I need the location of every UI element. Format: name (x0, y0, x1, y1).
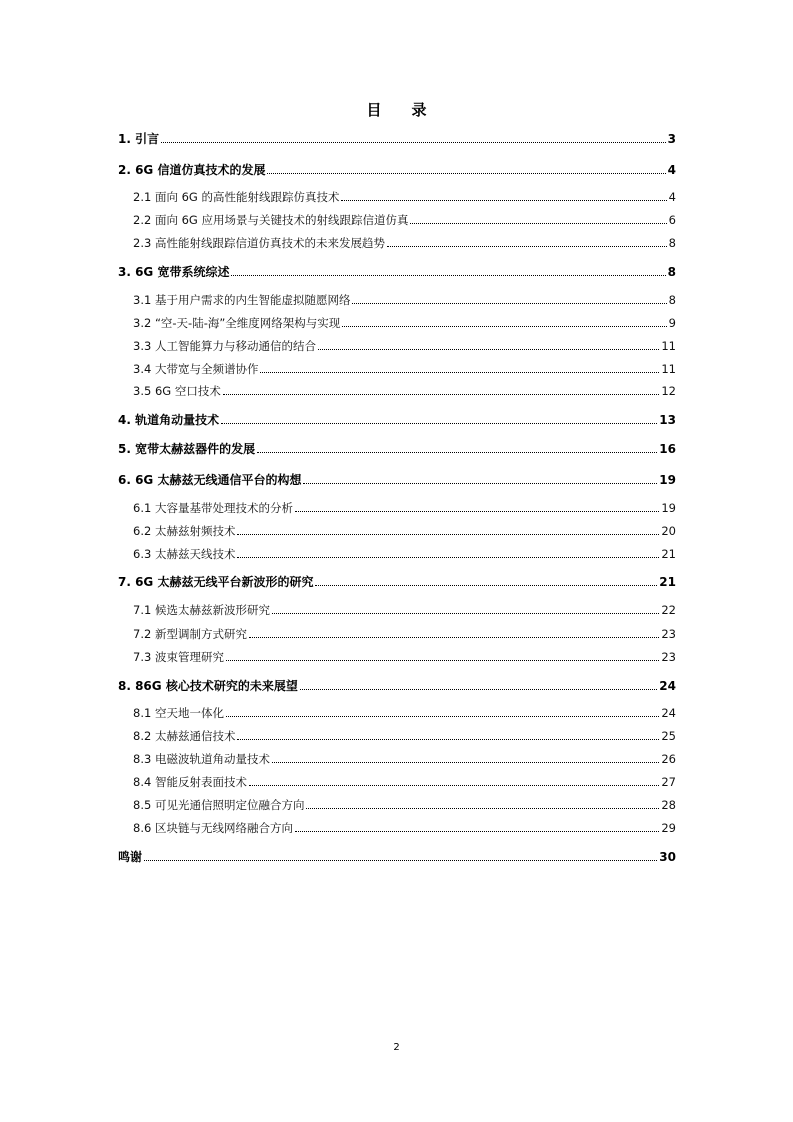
toc-entry-page: 16 (659, 442, 676, 456)
toc-title-char-1: 目 (366, 101, 382, 119)
toc-entry-page: 8 (668, 236, 676, 250)
toc-entry[interactable] (118, 678, 676, 694)
toc-leader-dots (300, 688, 657, 690)
toc-entry-page: 19 (659, 473, 676, 487)
toc-leader-dots (144, 859, 657, 861)
toc-title (0, 99, 793, 120)
toc-entry[interactable] (118, 162, 676, 178)
toc-entry-page: 29 (661, 821, 676, 835)
toc-entry-label: 8.4 智能反射表面技术 (133, 775, 247, 789)
toc-entry[interactable] (133, 523, 676, 539)
toc-entry[interactable] (133, 383, 676, 399)
toc-entry-label: 5. 宽带太赫兹器件的发展 (118, 442, 256, 456)
toc-entry-label: 3.3 人工智能算力与移动通信的结合 (133, 339, 316, 353)
toc-entry-page: 24 (659, 679, 676, 693)
toc-entry-label: 8.1 空天地一体化 (133, 706, 224, 720)
toc-entry[interactable] (133, 189, 676, 205)
toc-entry-label: 鸣谢 (118, 850, 143, 864)
toc-leader-dots (387, 245, 667, 247)
toc-leader-dots (303, 482, 657, 484)
toc-entry-label: 3.2 “空-天-陆-海”全维度网络架构与实现 (133, 316, 341, 330)
toc-entry-page: 26 (661, 752, 676, 766)
toc-entry-label: 8. 86G 核心技术研究的未来展望 (118, 679, 298, 693)
toc-entry-label: 4. 轨道角动量技术 (118, 413, 220, 427)
toc-leader-dots (221, 422, 657, 424)
toc-entry-page: 13 (659, 413, 676, 427)
toc-entry-label: 2.1 面向 6G 的高性能射线跟踪仿真技术 (133, 190, 340, 204)
toc-entry-page: 23 (661, 650, 676, 664)
toc-entry-page: 22 (661, 603, 676, 617)
page-number: 2 (393, 1042, 400, 1053)
toc-entry-page: 30 (659, 850, 676, 864)
toc-leader-dots (237, 556, 659, 558)
toc-entry-page: 24 (661, 706, 676, 720)
toc-entry-page: 28 (661, 798, 676, 812)
toc-entry-label: 7.1 候选太赫兹新波形研究 (133, 603, 270, 617)
toc-leader-dots (272, 612, 659, 614)
toc-entry[interactable] (133, 626, 676, 642)
toc-entry-label: 7.3 波束管理研究 (133, 650, 224, 664)
toc-leader-dots (249, 784, 659, 786)
toc-entry-page: 12 (661, 384, 676, 398)
toc-entry[interactable] (133, 602, 676, 618)
toc-entry-label: 8.5 可见光通信照明定位融合方向 (133, 798, 305, 812)
toc-entry-page: 4 (667, 163, 676, 177)
toc-leader-dots (315, 584, 657, 586)
toc-entry[interactable] (118, 472, 676, 488)
toc-entry[interactable] (118, 441, 676, 457)
toc-leader-dots (237, 533, 659, 535)
toc-entry-label: 8.3 电磁波轨道角动量技术 (133, 752, 270, 766)
toc-leader-dots (352, 302, 666, 304)
toc-entry-label: 6.2 太赫兹射频技术 (133, 524, 236, 538)
toc-entry[interactable] (133, 649, 676, 665)
toc-leader-dots (260, 371, 659, 373)
toc-entry[interactable] (133, 292, 676, 308)
toc-entry[interactable] (133, 820, 676, 836)
toc-leader-dots (226, 715, 659, 717)
toc-entry-label: 6.1 大容量基带处理技术的分析 (133, 501, 293, 515)
toc-entry-page: 27 (661, 775, 676, 789)
toc-entry-page: 8 (668, 293, 676, 307)
toc-leader-dots (272, 761, 659, 763)
toc-entry[interactable] (133, 728, 676, 744)
toc-leader-dots (341, 199, 666, 201)
toc-entry-label: 2.3 高性能射线跟踪信道仿真技术的未来发展趋势 (133, 236, 385, 250)
toc-leader-dots (410, 222, 666, 224)
toc-entry-label: 3.5 6G 空口技术 (133, 384, 221, 398)
toc-entry-page: 4 (668, 190, 676, 204)
toc-entry-page: 21 (659, 575, 676, 589)
toc-entry-page: 21 (661, 547, 676, 561)
toc-entry-label: 3. 6G 宽带系统综述 (118, 265, 230, 279)
toc-entry[interactable] (133, 315, 676, 331)
toc-entry[interactable] (133, 797, 676, 813)
toc-leader-dots (226, 659, 659, 661)
toc-leader-dots (318, 348, 659, 350)
toc-leader-dots (237, 738, 659, 740)
toc-leader-dots (295, 510, 659, 512)
toc-entry[interactable] (118, 849, 676, 865)
toc-entry-label: 8.2 太赫兹通信技术 (133, 729, 236, 743)
toc-entry-page: 9 (668, 316, 676, 330)
toc-entry-label: 6. 6G 太赫兹无线通信平台的构想 (118, 473, 302, 487)
toc-leader-dots (267, 172, 665, 174)
toc-title-char-2: 录 (411, 101, 427, 119)
toc-entry-label: 3.1 基于用户需求的内生智能虚拟随愿网络 (133, 293, 351, 307)
toc-leader-dots (223, 393, 660, 395)
toc-entry-label: 7.2 新型调制方式研究 (133, 627, 247, 641)
toc-entry-page: 25 (661, 729, 676, 743)
toc-entry[interactable] (133, 338, 676, 354)
toc-entry-label: 8.6 区块链与无线网络融合方向 (133, 821, 293, 835)
toc-entry[interactable] (118, 264, 676, 280)
toc-leader-dots (249, 636, 659, 638)
toc-entry[interactable] (133, 705, 676, 721)
toc-entry-label: 1. 引言 (118, 132, 160, 146)
toc-entry[interactable] (133, 235, 676, 251)
toc-entry[interactable] (118, 131, 676, 147)
toc-entry[interactable] (118, 574, 676, 590)
toc-entry[interactable] (133, 361, 676, 377)
toc-entry-page: 23 (661, 627, 676, 641)
toc-leader-dots (257, 451, 657, 453)
toc-entry-label: 6.3 太赫兹天线技术 (133, 547, 236, 561)
toc-leader-dots (161, 141, 666, 143)
toc-entry-page: 11 (661, 362, 676, 376)
toc-leader-dots (342, 325, 666, 327)
toc-leader-dots (231, 274, 665, 276)
toc-entry-page: 6 (668, 213, 676, 227)
toc-entry[interactable] (133, 212, 676, 228)
toc-leader-dots (295, 830, 659, 832)
toc-entry[interactable] (118, 412, 676, 428)
toc-entry-page: 11 (661, 339, 676, 353)
toc-entry[interactable] (133, 546, 676, 562)
toc-entry-page: 3 (667, 132, 676, 146)
toc-entry-page: 20 (661, 524, 676, 538)
toc-entry-page: 19 (661, 501, 676, 515)
toc-entry-label: 3.4 大带宽与全频谱协作 (133, 362, 259, 376)
toc-leader-dots (306, 807, 659, 809)
toc-entry-page: 8 (667, 265, 676, 279)
toc-entry-label: 2.2 面向 6G 应用场景与关键技术的射线跟踪信道仿真 (133, 213, 409, 227)
toc-entry[interactable] (133, 751, 676, 767)
toc-entry[interactable] (133, 500, 676, 516)
toc-entry-label: 7. 6G 太赫兹无线平台新波形的研究 (118, 575, 314, 589)
toc-entry[interactable] (133, 774, 676, 790)
toc-entry-label: 2. 6G 信道仿真技术的发展 (118, 163, 266, 177)
